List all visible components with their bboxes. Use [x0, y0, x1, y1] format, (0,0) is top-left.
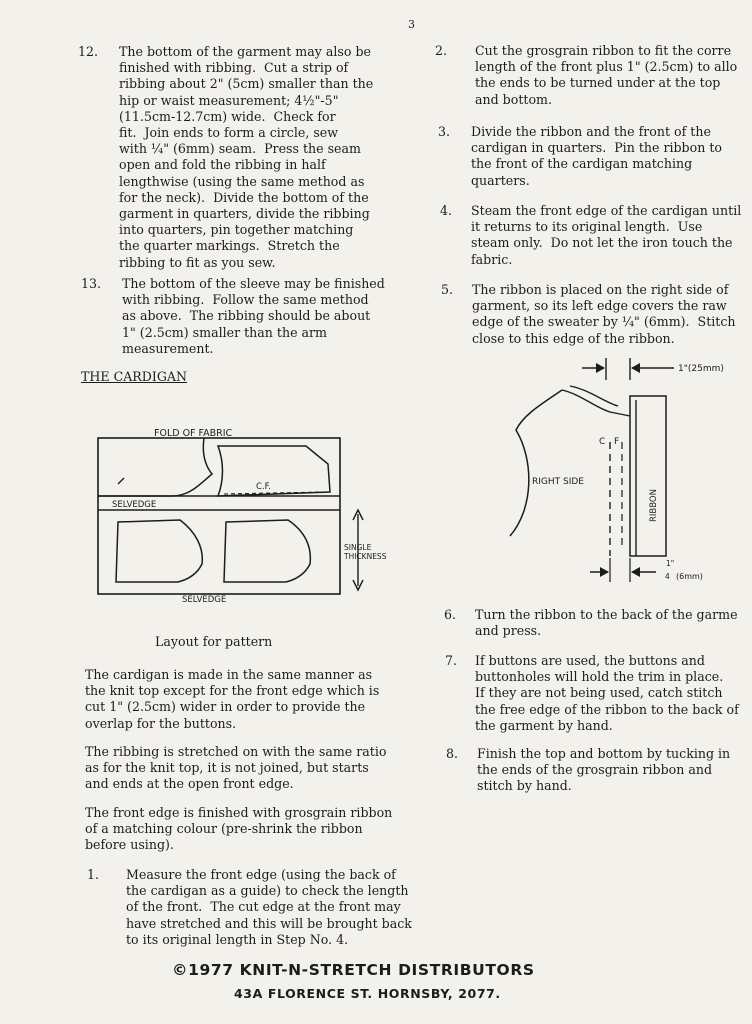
- footer-address: 43A FLORENCE ST. HORNSBY, 2077.: [234, 986, 501, 1001]
- layout-sleeve-2: [224, 520, 310, 582]
- ribbon-cf-c: C: [599, 437, 606, 447]
- step-5-number: 5.: [441, 282, 454, 297]
- step-12-number: 12.: [78, 44, 99, 59]
- layout-selvedge-bottom: SELVEDGE: [182, 595, 227, 605]
- step-8-text: Finish the top and bottom by tucking in the ends of the grosgrain ribbon and stitch by hand.: [477, 746, 731, 794]
- ribbon-measure-bottom-frac: 1": [666, 559, 675, 568]
- step-8-number: 8.: [446, 746, 459, 761]
- layout-fold-label: FOLD OF FABRIC: [154, 428, 233, 439]
- step-2-number: 2.: [435, 43, 448, 58]
- step-1-text: Measure the front edge (using the back of the cardigan as a guide) to check the length of the front. The cut edge at the front may have stretched and this will be brought back to its original length in Step No. 4.: [126, 867, 412, 947]
- cardigan-para-1: The cardigan is made in the same manner as the knit top except for the front edge which is cut 1" (2.5cm) wider in order to provide the overlap for the buttons.: [85, 667, 380, 731]
- cardigan-heading: THE CARDIGAN: [81, 369, 188, 384]
- step-2-text: Cut the grosgrain ribbon to fit the corre length of the front plus 1" (2.5cm) to allo the ends to be turned under at the top and bottom.: [475, 43, 738, 107]
- layout-diagram: [92, 424, 412, 606]
- ribbon-diagram: [506, 350, 752, 590]
- cardigan-para-2: The ribbing is stretched on with the same ratio as for the knit top, it is not joined, but starts and ends at the open front edge.: [85, 744, 387, 792]
- step-7-text: If buttons are used, the buttons and buttonholes will hold the trim in place. If they are not being used, catch stitch the free edge of the ribbon to the back of the garment by hand.: [475, 653, 739, 733]
- layout-back-piece: [98, 438, 212, 496]
- ribbon-right-side: RIGHT SIDE: [532, 477, 584, 487]
- ribbon-measure-bottom-mm: (6mm): [676, 572, 703, 581]
- step-4-number: 4.: [440, 203, 453, 218]
- step-13-text: The bottom of the sleeve may be finished with ribbing. Follow the same method as above. The ribbing should be about 1" (2.5cm) smaller than the arm measurement.: [122, 276, 385, 356]
- layout-thickness-label: THICKNESS: [344, 552, 387, 561]
- cardigan-para-3: The front edge is finished with grosgrain ribbon of a matching colour (pre-shrink the ribbon before using).: [85, 805, 393, 853]
- layout-single-label: SINGLE: [344, 543, 372, 552]
- layout-front-piece: [218, 446, 330, 496]
- step-4-text: Steam the front edge of the cardigan until it returns to its original length. Use steam only. Do not let the iron touch the fabric.: [471, 203, 742, 267]
- ribbon-measure-bottom-den: 4: [665, 572, 670, 581]
- step-12-text: The bottom of the garment may also be finished with ribbing. Cut a strip of ribbing about 2" (5cm) smaller than the hip or waist measurement; 4½"-5" (11.5cm-12.7cm) wide. Check for fit. Join ends to form a circle, sew with ¼" (6mm) seam. Press the seam open and fold the ribbing in half lengthwise (using the same method as for the neck). Divide the bottom of the garment in quarters, divide the ribbing into quarters, pin together matching the quarter markings. Stretch the ribbing to fit as you sew.: [119, 44, 374, 270]
- step-1-number: 1.: [87, 867, 100, 882]
- step-6-text: Turn the ribbon to the back of the garme and press.: [475, 607, 738, 639]
- step-3-number: 3.: [438, 124, 451, 139]
- ribbon-garment-outline: [510, 390, 562, 536]
- ribbon-label: RIBBON: [649, 489, 659, 522]
- layout-cf-label: C.F.: [256, 482, 271, 492]
- step-7-number: 7.: [445, 653, 458, 668]
- ribbon-cf-f: F: [614, 437, 620, 447]
- layout-selvedge-top: SELVEDGE: [112, 500, 157, 510]
- step-13-number: 13.: [81, 276, 102, 291]
- footer-copyright: ©1977 KNIT-N-STRETCH DISTRIBUTORS: [172, 961, 535, 979]
- ribbon-measure-top: 1"(25mm): [678, 364, 724, 374]
- page-number: 3: [408, 18, 415, 31]
- step-3-text: Divide the ribbon and the front of the cardigan in quarters. Pin the ribbon to the front of the cardigan matching quarters.: [471, 124, 722, 188]
- step-6-number: 6.: [444, 607, 457, 622]
- layout-sleeve-1: [116, 520, 202, 582]
- layout-fabric-frame: [98, 438, 340, 594]
- step-5-text: The ribbon is placed on the right side of garment, so its left edge covers the raw edge of the sweater by ¼" (6mm). Stitch close to this edge of the ribbon.: [472, 282, 736, 346]
- layout-caption: Layout for pattern: [155, 634, 273, 649]
